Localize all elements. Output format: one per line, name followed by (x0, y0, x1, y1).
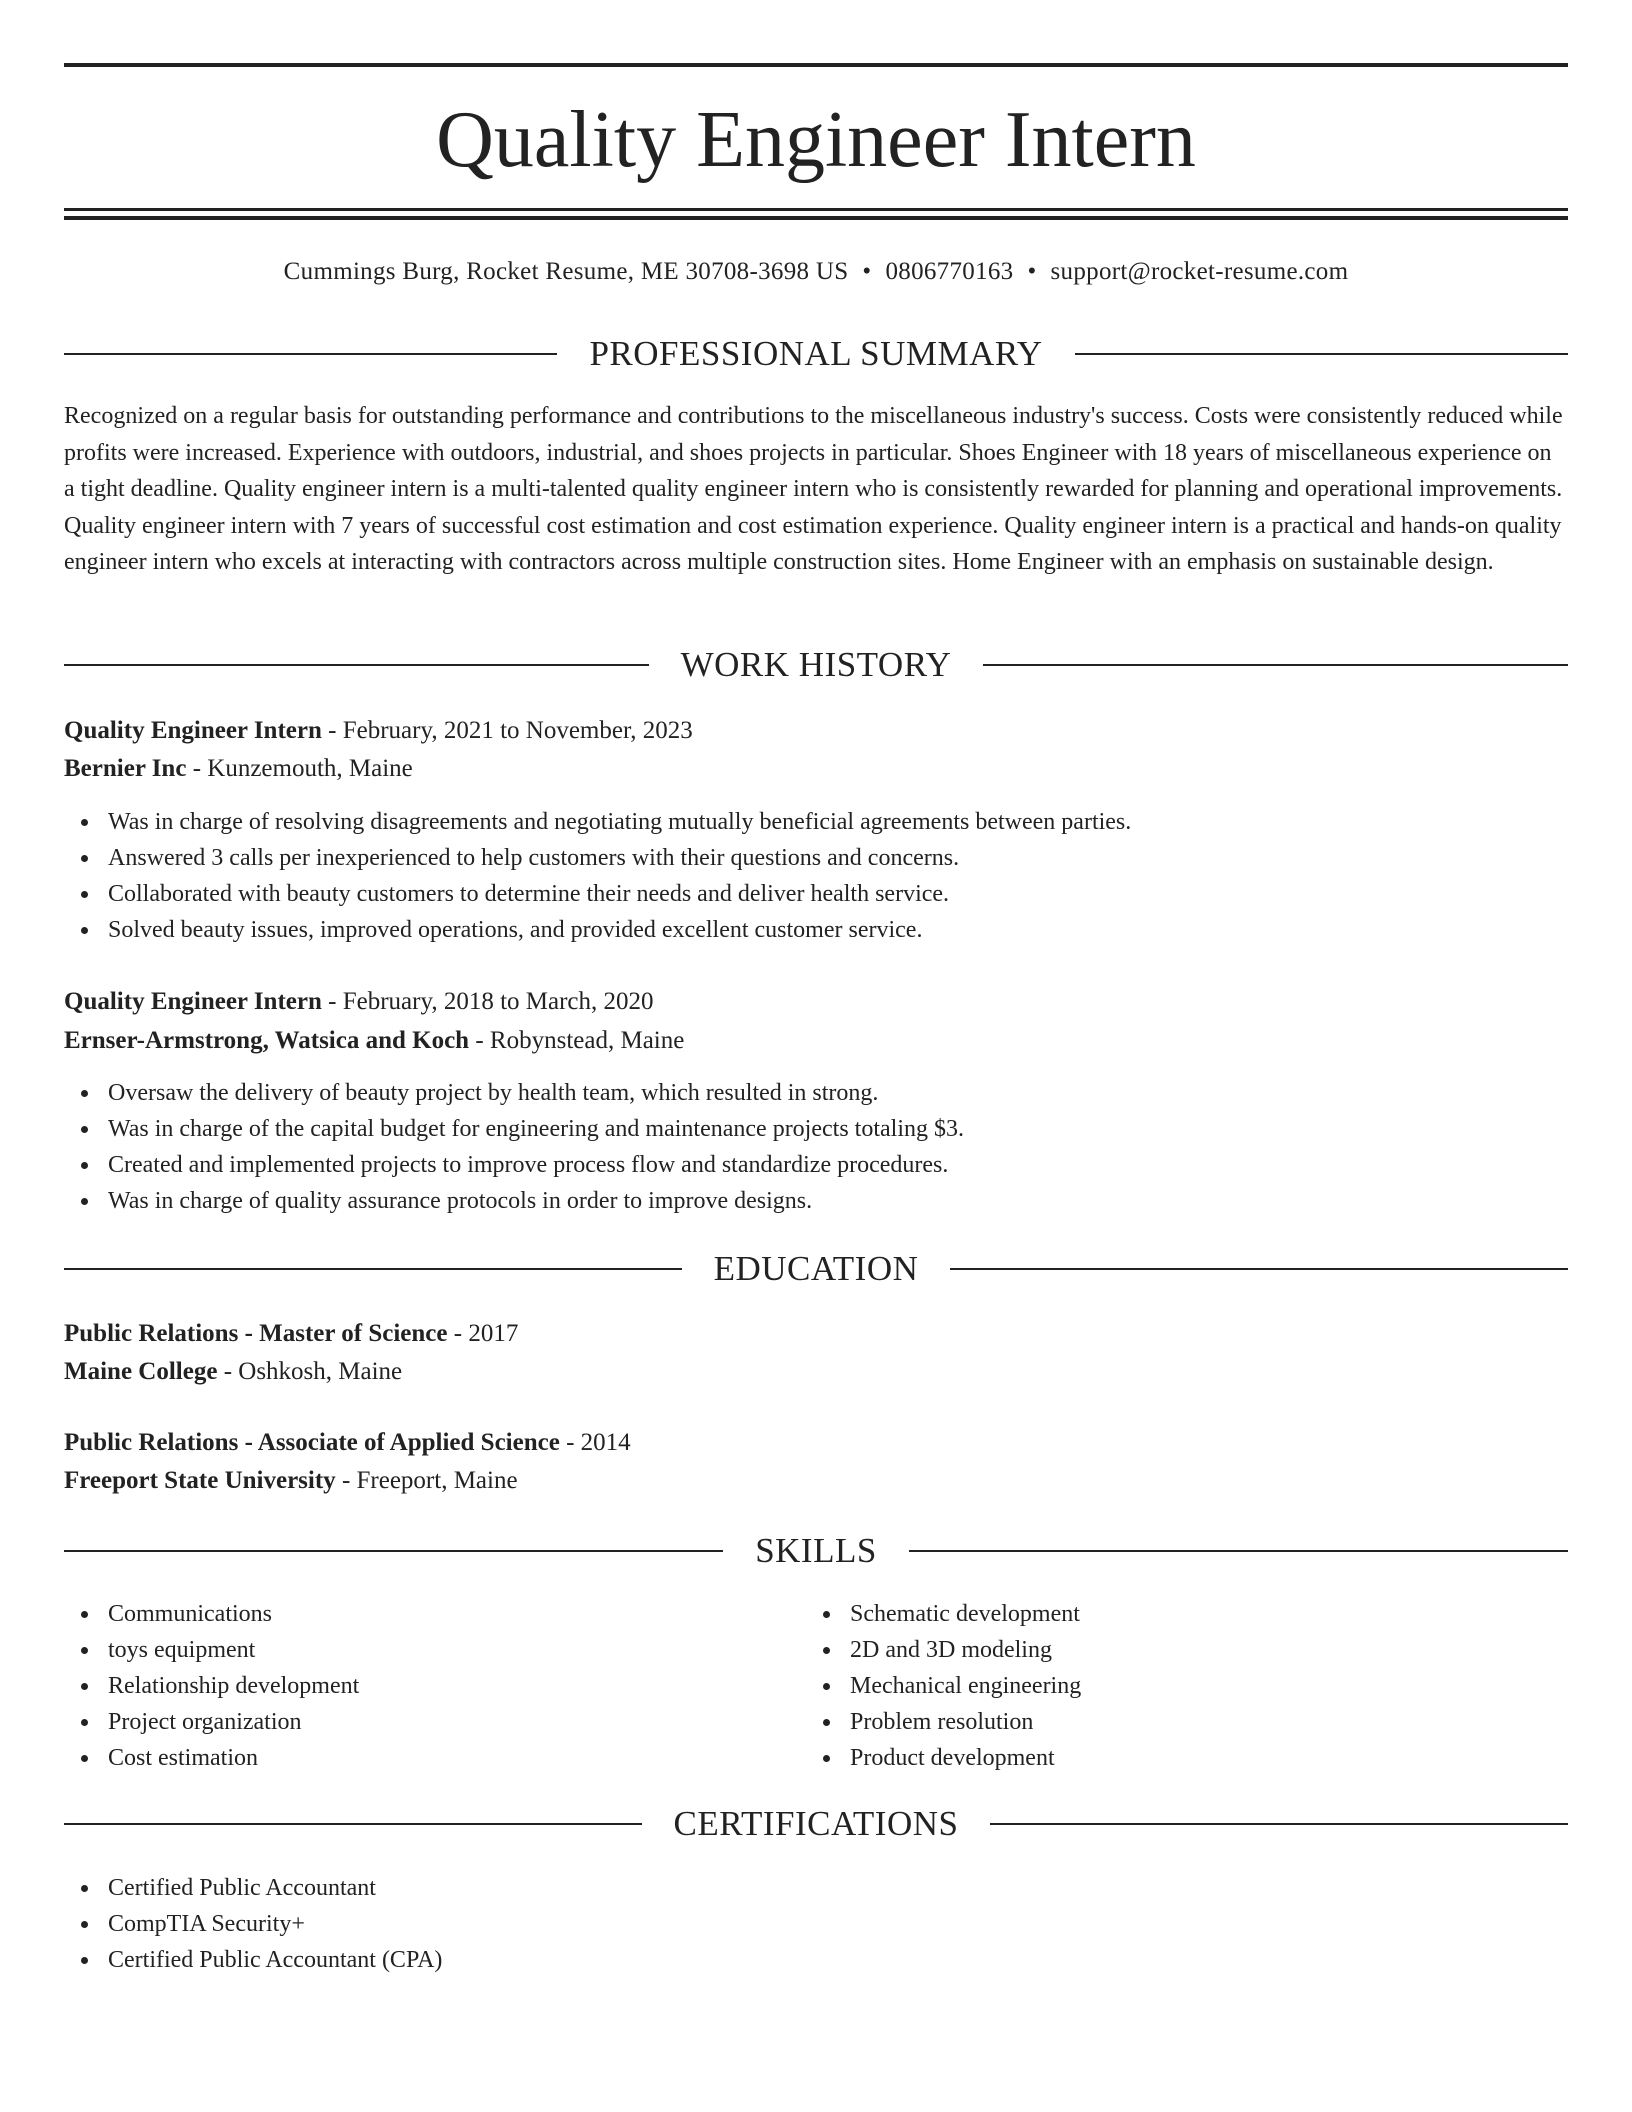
section-header-summary (64, 332, 1568, 376)
section-header-skills (64, 1529, 1568, 1573)
school-location: - Oshkosh, Maine (217, 1358, 403, 1385)
school-location: - Freeport, Maine (335, 1467, 518, 1494)
degree-line (64, 1425, 631, 1461)
job-bullets (64, 1075, 964, 1219)
job-company-line (64, 751, 413, 787)
contact-phone: 0806770163 (885, 258, 1014, 285)
job-company: Bernier Inc (64, 755, 187, 782)
section-header-work (64, 643, 1568, 687)
list-item: Oversaw the delivery of beauty project by health team, which resulted in strong. (64, 1075, 964, 1111)
section-rule (64, 353, 557, 355)
school-line (64, 1463, 518, 1499)
section-rule (64, 1268, 682, 1270)
skills-list-left (64, 1596, 359, 1776)
list-item: CompTIA Security+ (64, 1906, 442, 1942)
job-title-line (64, 984, 654, 1020)
section-title: EDUCATION (713, 1249, 919, 1288)
job-company: Ernser-Armstrong, Watsica and Koch (64, 1027, 470, 1054)
list-item: Certified Public Accountant (64, 1870, 442, 1906)
list-item: Was in charge of quality assurance protocols in order to improve designs. (64, 1183, 964, 1219)
list-item: Created and implemented projects to improve process flow and standardize procedures. (64, 1147, 964, 1183)
list-item: Project organization (64, 1704, 359, 1740)
section-title: WORK HISTORY (680, 645, 952, 684)
school-line (64, 1354, 402, 1390)
section-header-education (64, 1247, 1568, 1291)
list-item: Communications (64, 1596, 359, 1632)
certifications-list (64, 1870, 442, 1978)
section-rule (950, 1268, 1568, 1270)
header-rule-lower (64, 216, 1568, 220)
contact-address: Cummings Burg, Rocket Resume, ME 30708-3698 US (283, 258, 849, 285)
degree-year: - 2014 (559, 1429, 631, 1456)
top-rule (64, 63, 1568, 67)
list-item: Collaborated with beauty customers to determine their needs and deliver health service. (64, 876, 1131, 912)
section-title: SKILLS (755, 1531, 877, 1570)
job-dates: - February, 2018 to March, 2020 (321, 988, 654, 1015)
list-item: Product development (806, 1740, 1081, 1776)
job-location: - Robynstead, Maine (469, 1027, 685, 1054)
section-title: PROFESSIONAL SUMMARY (589, 334, 1043, 373)
list-item: Solved beauty issues, improved operations, and provided excellent customer service. (64, 912, 1131, 948)
list-item: Schematic development (806, 1596, 1081, 1632)
list-item: Cost estimation (64, 1740, 359, 1776)
list-item: 2D and 3D modeling (806, 1632, 1081, 1668)
degree: Public Relations - Master of Science (64, 1320, 448, 1347)
section-rule (990, 1823, 1568, 1825)
resume-name: Quality Engineer Intern (436, 96, 1196, 184)
section-rule (64, 1550, 723, 1552)
list-item: toys equipment (64, 1632, 359, 1668)
school: Maine College (64, 1358, 218, 1385)
job-bullets (64, 804, 1131, 948)
contact-email[interactable]: support@rocket-resume.com (1050, 258, 1349, 285)
section-rule (64, 664, 649, 666)
job-title: Quality Engineer Intern (64, 717, 322, 744)
contact-separator: • (1027, 258, 1037, 285)
section-rule (909, 1550, 1568, 1552)
section-rule (64, 1823, 642, 1825)
list-item: Was in charge of the capital budget for engineering and maintenance projects totaling $3. (64, 1111, 964, 1147)
section-rule (1075, 353, 1568, 355)
contact-line (64, 254, 1568, 290)
list-item: Problem resolution (806, 1704, 1081, 1740)
job-location: - Kunzemouth, Maine (186, 755, 413, 782)
list-item: Was in charge of resolving disagreements and negotiating mutually beneficial agreements between parties. (64, 804, 1131, 840)
section-rule (983, 664, 1568, 666)
contact-separator: • (862, 258, 872, 285)
summary-text: Recognized on a regular basis for outstanding performance and contributions to the miscellaneous industry's success. Costs were consistently reduced while profits were increased. Experience with outdoors, industrial, and shoes projects in particular. Shoes Engineer with 18 years of miscellaneous experience on a tight deadline. Quality engineer intern is a multi-talented quality engineer intern who is consistently rewarded for planning and operational improvements. Quality engineer intern with 7 years of successful cost estimation and cost estimation experience. Quality engineer intern is a practical and hands-on quality engineer intern who excels at interacting with contractors across multiple construction sites. Home Engineer with an emphasis on sustainable design. (64, 403, 1563, 575)
skills-list-right (806, 1596, 1081, 1776)
section-header-certifications (64, 1802, 1568, 1846)
header-rule-upper (64, 208, 1568, 211)
list-item: Answered 3 calls per inexperienced to help customers with their questions and concerns. (64, 840, 1131, 876)
list-item: Certified Public Accountant (CPA) (64, 1942, 442, 1978)
job-dates: - February, 2021 to November, 2023 (321, 717, 693, 744)
job-title: Quality Engineer Intern (64, 988, 322, 1015)
section-title: CERTIFICATIONS (673, 1804, 959, 1843)
list-item: Relationship development (64, 1668, 359, 1704)
degree-year: - 2017 (447, 1320, 519, 1347)
job-title-line (64, 713, 693, 749)
degree-line (64, 1316, 518, 1352)
school: Freeport State University (64, 1467, 336, 1494)
job-company-line (64, 1023, 684, 1059)
degree: Public Relations - Associate of Applied Science (64, 1429, 560, 1456)
list-item: Mechanical engineering (806, 1668, 1081, 1704)
